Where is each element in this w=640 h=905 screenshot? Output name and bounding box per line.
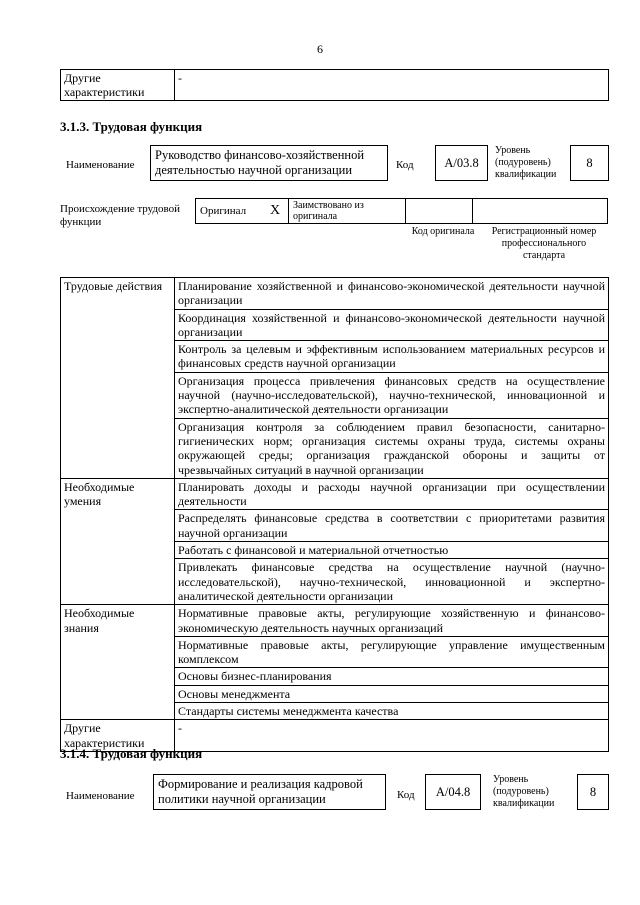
reg-number-label: Регистрационный номер профессионального стандарта: [491, 226, 597, 261]
knowledge-item: Нормативные правовые акты, регулирующие управление имущественным комплексом: [175, 636, 609, 668]
original-mark: X: [262, 199, 289, 224]
knowledge-label: Необходимые знания: [61, 605, 175, 720]
skill-item: Работать с финансовой и материальной отчетностью: [175, 542, 609, 559]
s313-code-value: A/03.8: [435, 145, 488, 181]
other-label: Другие характеристики: [61, 720, 175, 752]
action-item: Координация хозяйственной и финансово-экономической деятельности научной организации: [175, 309, 609, 341]
skills-label: Необходимые умения: [61, 478, 175, 604]
skill-item: Привлекать финансовые средства на осуществление научной (научно-исследовательской), научно-технической, инновационной и экспертно-аналитической деятельности организации: [175, 559, 609, 605]
original-label: Оригинал: [196, 199, 263, 224]
other-value: -: [175, 720, 609, 752]
s314-name-label: Наименование: [66, 790, 135, 802]
section-314-heading: 3.1.4. Трудовая функция: [60, 746, 203, 761]
action-item: Организация контроля за соблюдением правил безопасности, санитарно-гигиенических норм; организация системы охраны труда, системы охраны окружающей среды; организация гражданской обороны и защиты от чрезвычайных ситуаций в научной организации: [175, 418, 609, 478]
skill-item: Планировать доходы и расходы научной организации при осуществлении деятельности: [175, 478, 609, 510]
skill-item: Распределять финансовые средства в соответствии с приоритетами развития научной организации: [175, 510, 609, 542]
action-item: Планирование хозяйственной и финансово-экономической деятельности научной организации: [175, 278, 609, 310]
s314-name-value: Формирование и реализация кадровой политики научной организации: [153, 774, 386, 810]
borrowed-label: Заимствовано из оригинала: [289, 199, 406, 224]
top-other-label: Другие характеристики: [61, 70, 175, 101]
s313-level-label: Уровень (подуровень) квалификации: [495, 145, 557, 180]
s313-code-label: Код: [396, 159, 414, 171]
action-item: Контроль за целевым и эффективным использованием материальных ресурсов и финансовых средств научной организации: [175, 341, 609, 373]
s313-name-label: Наименование: [66, 159, 135, 171]
code-original-cell: [406, 199, 473, 224]
s314-code-label: Код: [397, 789, 415, 801]
s314-code-value: A/04.8: [425, 774, 481, 810]
s313-origin-label: Происхождение трудовой функции: [60, 203, 181, 228]
s314-level-label: Уровень (подуровень) квалификации: [493, 774, 555, 809]
s314-level-value: 8: [577, 774, 609, 810]
top-other-table: [60, 69, 609, 101]
section-313-heading: 3.1.3. Трудовая функция: [60, 119, 203, 134]
s313-level-value: 8: [570, 145, 609, 181]
s313-name-value: Руководство финансово-хозяйственной деятельностью научной организации: [150, 145, 388, 181]
action-item: Организация процесса привлечения финансовых средств на осуществление научной (научно-исследовательской), научно-технической, инновационной и экспертно-аналитической деятельности организации: [175, 372, 609, 418]
knowledge-item: Основы бизнес-планирования: [175, 668, 609, 685]
function-table: [60, 277, 609, 752]
actions-label: Трудовые действия: [61, 278, 175, 479]
top-other-value: -: [175, 70, 609, 101]
knowledge-item: Стандарты системы менеджмента качества: [175, 703, 609, 720]
knowledge-item: Основы менеджмента: [175, 685, 609, 702]
page-number: 6: [317, 42, 323, 56]
knowledge-item: Нормативные правовые акты, регулирующие хозяйственную и финансово-экономическую деятельность научных организаций: [175, 605, 609, 637]
reg-number-cell: [473, 199, 608, 224]
origin-table: [195, 198, 608, 224]
code-original-label: Код оригинала: [411, 226, 475, 237]
